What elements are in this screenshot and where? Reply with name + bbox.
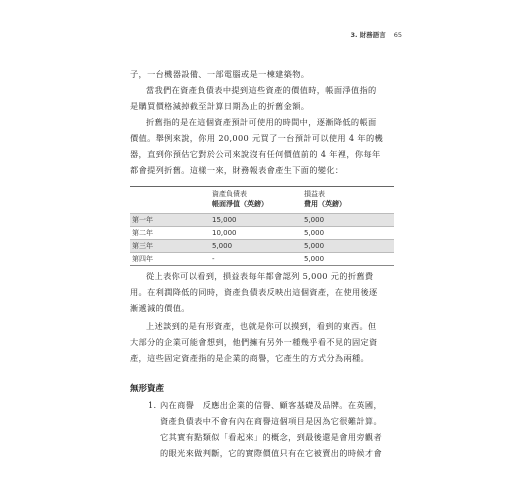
- table-row: [130, 213, 394, 226]
- row-label: 第二年: [132, 229, 153, 237]
- depreciation-table: [130, 186, 394, 266]
- list-item-body: [160, 397, 382, 461]
- column-header-title: 損益表: [304, 190, 325, 198]
- expense-cell: 5,000: [304, 216, 325, 224]
- table-row: [130, 239, 394, 252]
- column-header-subtitle: 帳面淨值（英鎊）: [212, 200, 268, 208]
- table-row: [130, 226, 394, 239]
- list-item-line: 內在商譽 反應出企業的信譽、顧客基礎及品牌。在英國，: [160, 400, 382, 410]
- paragraph-line: 從上表你可以看到，損益表每年都會認列 5,000 元的折舊費: [146, 271, 374, 281]
- section-heading: 無形資產: [130, 384, 165, 394]
- paragraph-tangible-assets: [130, 318, 394, 366]
- row-label: 第三年: [132, 242, 153, 250]
- paragraph-book-value: [130, 82, 394, 114]
- chapter-title: 3. 財務語言: [350, 31, 386, 39]
- paragraph-table-summary: [130, 268, 394, 316]
- paragraph-line: 大部分的企業可能會想到，他們擁有另外一種幾乎看不見的固定資: [130, 337, 378, 347]
- book-value-cell: -: [212, 255, 215, 263]
- row-label: 第一年: [132, 216, 153, 224]
- book-value-cell: 15,000: [212, 216, 237, 224]
- paragraph-line: 子，一台機器設備、一部電腦或是一棟建築物。: [130, 69, 310, 79]
- book-value-cell: 10,000: [212, 229, 237, 237]
- column-header-book-value: [212, 189, 268, 209]
- column-header-expense: [304, 189, 346, 209]
- list-item-number: 1.: [148, 400, 157, 410]
- page-number: 65: [393, 31, 402, 39]
- row-label: 第四年: [132, 255, 153, 263]
- running-header: [350, 30, 402, 39]
- expense-cell: 5,000: [304, 229, 325, 237]
- paragraph-line: 用。在利潤降低的同時，資產負債表反映出這個資產，在使用後逐: [130, 287, 378, 297]
- book-value-cell: 5,000: [212, 242, 233, 250]
- paragraph-line: 是購買價格減掉截至計算日期為止的折舊金額。: [130, 101, 310, 111]
- paragraph-line: 上述談到的是有形資產，也就是你可以摸到，看到的東西。但: [146, 321, 377, 331]
- column-header-title: 資產負債表: [212, 190, 247, 198]
- paragraph-line: 都會提列折舊。這樣一來，財務報表會產生下面的變化：: [130, 165, 344, 175]
- paragraph-line: 漸遞減的價值。: [130, 303, 190, 313]
- paragraph-line: 當我們在資產負債表中提到這些資產的價值時，帳面淨值指的: [146, 85, 377, 95]
- expense-cell: 5,000: [304, 255, 325, 263]
- expense-cell: 5,000: [304, 242, 325, 250]
- paragraph-line: 折舊指的是在這個資產預計可使用的時間中，逐漸降低的帳面: [146, 117, 377, 127]
- paragraph-line: 價值。舉例來說，你用 20,000 元買了一台預計可以使用 4 年的機: [130, 133, 384, 143]
- table-row: [130, 252, 394, 265]
- list-item-line: 的眼光來做判斷，它的實際價值只有在它被賣出的時候才會: [160, 448, 382, 458]
- list-item-line: 資產負債表中不會有內在商譽這個項目是因為它很難計算。: [160, 416, 382, 426]
- table-header: [130, 187, 394, 213]
- paragraph-depreciation: [130, 114, 394, 178]
- paragraph-continuation: [130, 66, 394, 82]
- paragraph-line: 器，直到你預估它對於公司來說沒有任何價值前的 4 年裡，你每年: [130, 149, 381, 159]
- list-item-line: 它其實有點類似「看起來」的概念，到最後還是會用旁觀者: [160, 432, 382, 442]
- paragraph-line: 產，這些固定資產指的是企業的商譽，它產生的方式分為兩種。: [130, 353, 370, 363]
- column-header-subtitle: 費用（英鎊）: [304, 200, 346, 208]
